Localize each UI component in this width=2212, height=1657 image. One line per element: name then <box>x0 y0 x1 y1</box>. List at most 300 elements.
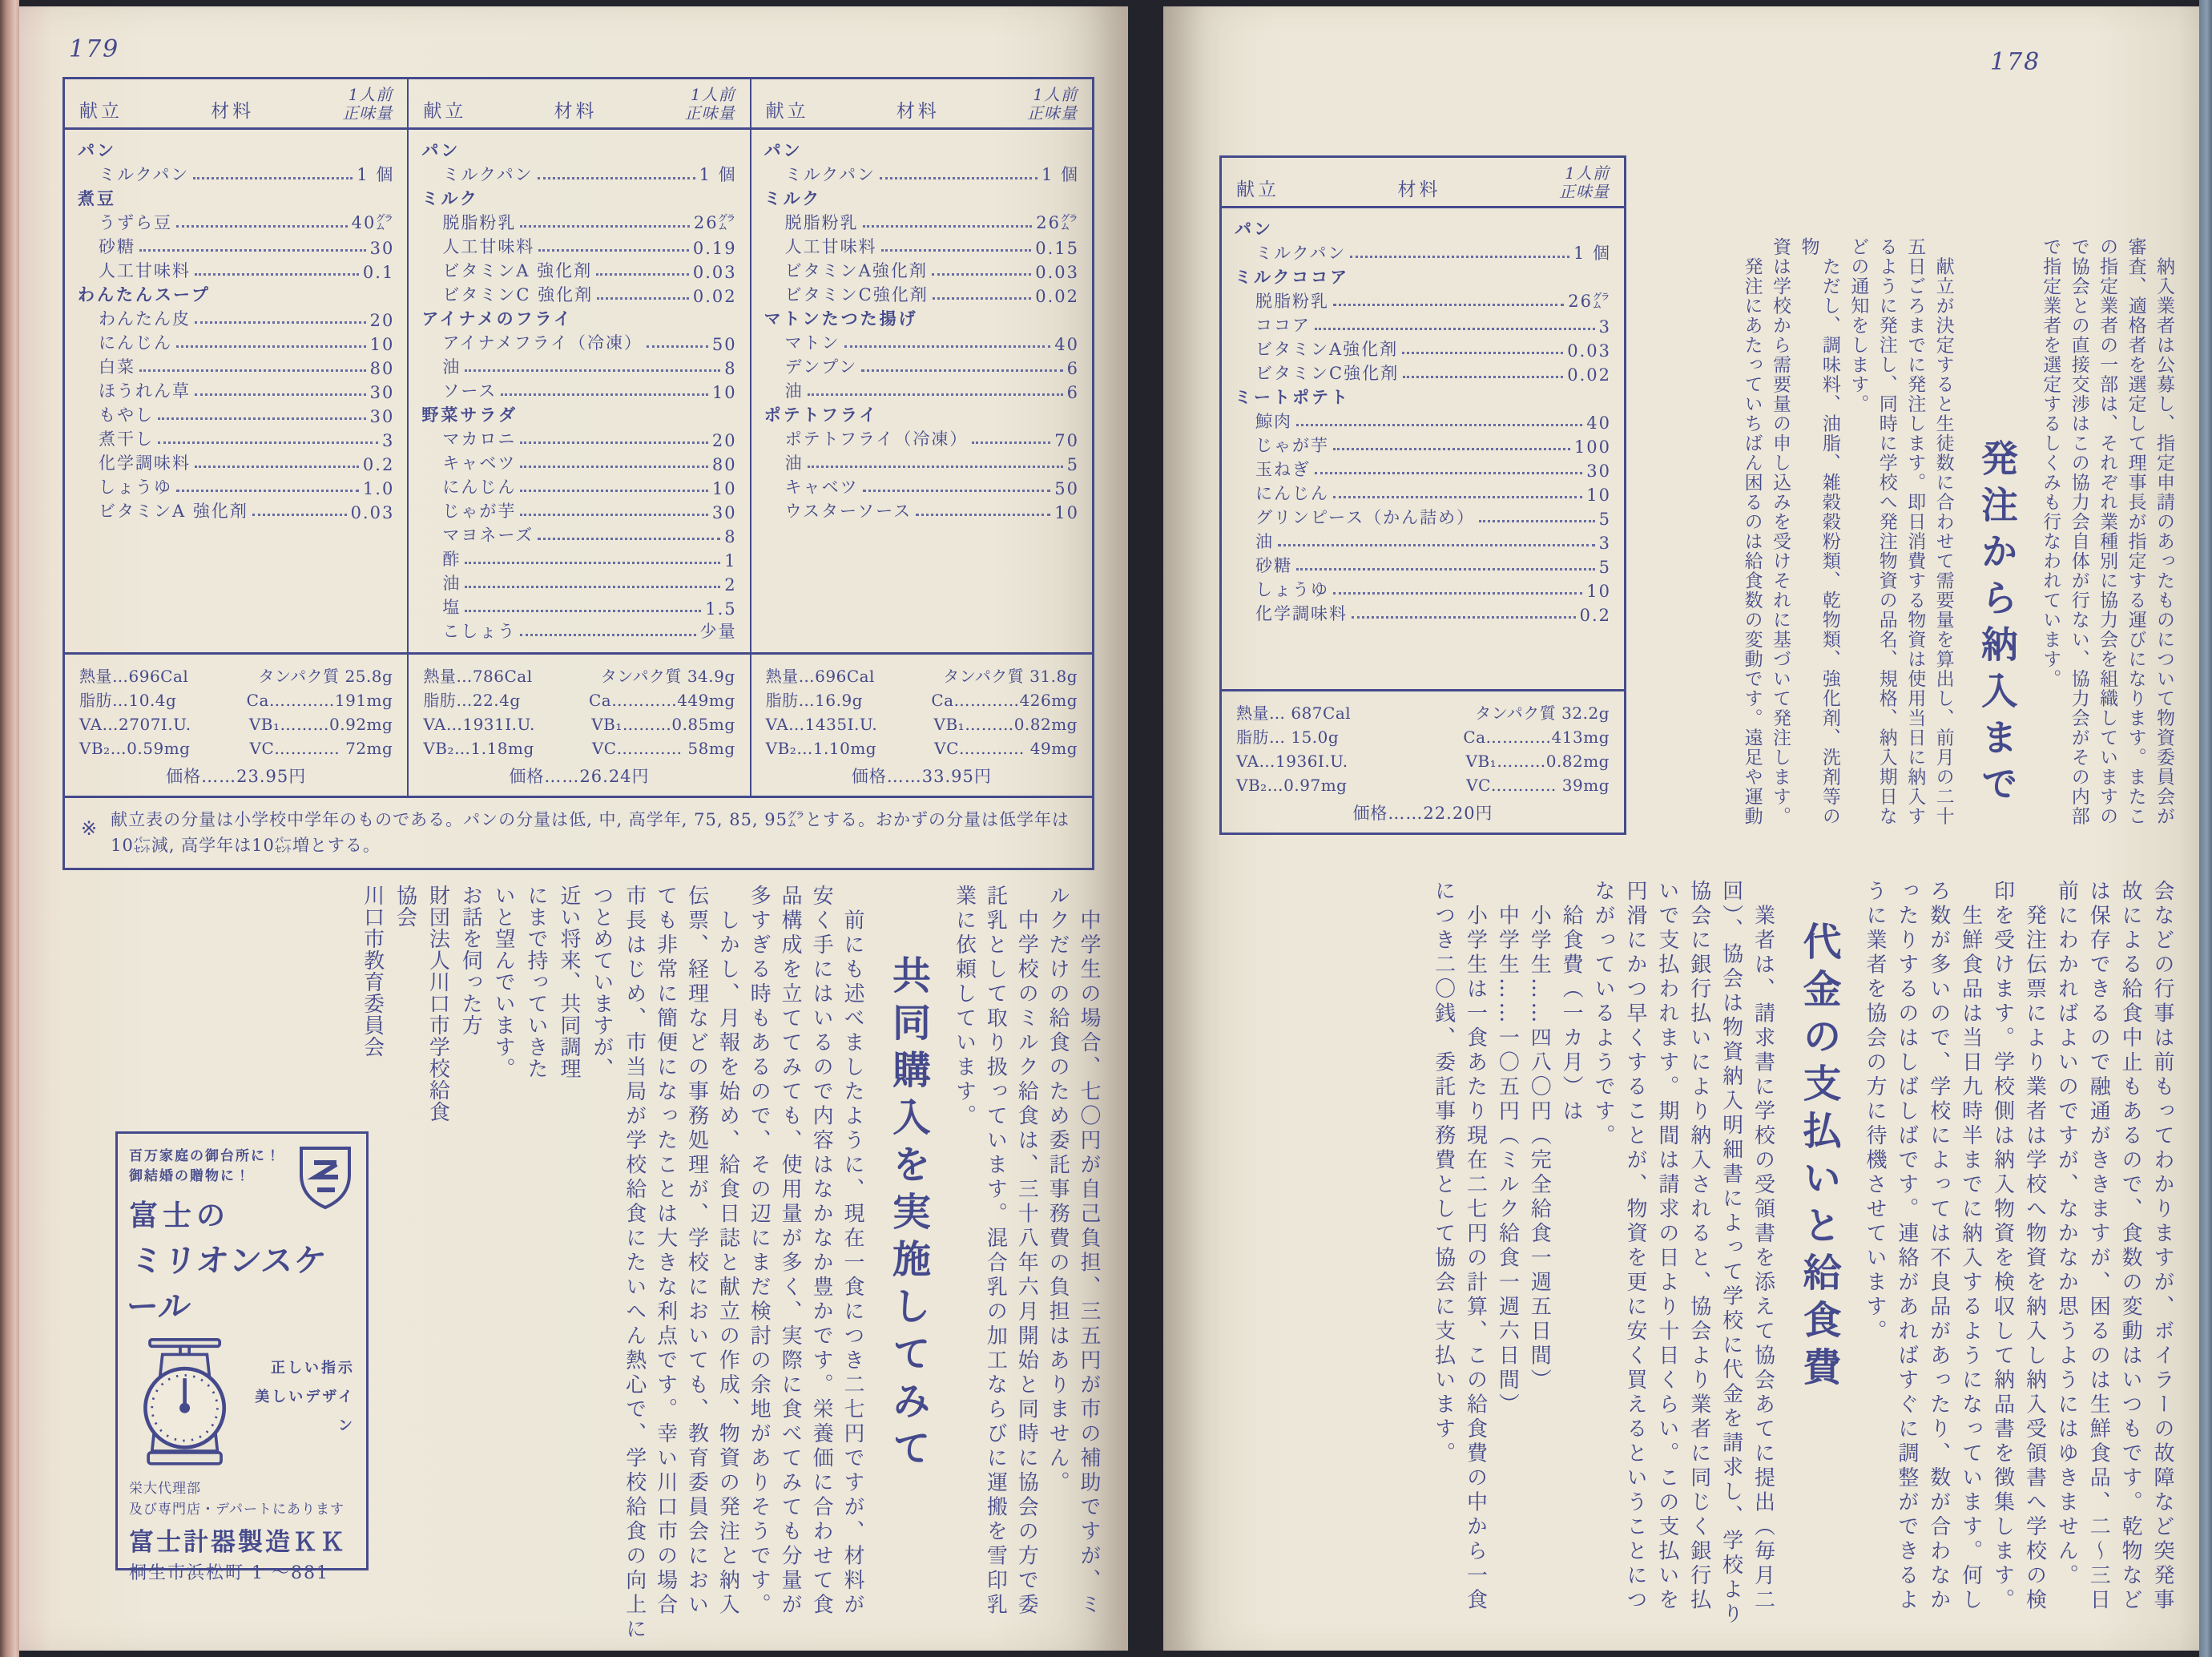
article-column: 発注にあたっていちばん困るのは給食数の変動です。遠足や運動 <box>1741 237 1763 826</box>
ingredient-label: じゃが芋 <box>1255 436 1329 455</box>
article-column: 会などの行事は前もってわかりますが、ボイラーの故障など突発事 <box>2150 880 2174 1613</box>
dot-leader <box>195 466 359 468</box>
dot-leader <box>195 321 366 324</box>
ingredient-amount: 70 <box>1054 431 1079 450</box>
dot-leader <box>520 634 695 636</box>
dot-leader <box>520 225 690 228</box>
ingredient-amount: 20 <box>711 431 737 450</box>
menu-table-3 <box>750 79 1092 796</box>
ingredient-amount: 30 <box>1586 462 1611 481</box>
ingredient-label: キャベツ <box>442 454 517 473</box>
article-column: は保存できるので融通がききますが、困るのは生鮮食品、二〜三日 <box>2086 880 2111 1613</box>
ingredient-label: ほうれん草 <box>99 381 191 401</box>
ingredient-label: 人工甘味料 <box>442 237 535 256</box>
menu-row <box>1235 337 1611 361</box>
ingredient-label: 煮干し <box>99 429 154 449</box>
menu-row <box>421 450 736 474</box>
article-column: 品構成を立ててみても、使用量が多く、実際に食べてみても分量が <box>778 885 803 1618</box>
left-article-band <box>42 885 1107 1647</box>
menu-row <box>764 234 1079 258</box>
ingredient-amount: 1 <box>724 551 737 570</box>
menu-table-header <box>1222 158 1624 208</box>
article-column: 五日ごろまでに発注します。即日消費する物資は使用当日に納入す <box>1904 237 1926 826</box>
ingredient-amount: 1 個 <box>357 165 395 184</box>
ingredient-amount: 100 <box>1573 437 1611 457</box>
ingredient-amount: 20 <box>369 311 395 330</box>
ingredient-amount: 8 <box>724 527 737 546</box>
dot-leader <box>916 514 1050 516</box>
fuji-shield-logo-icon <box>296 1143 355 1214</box>
menu-row <box>421 474 736 498</box>
dot-leader <box>252 514 347 516</box>
menu-row <box>1235 529 1611 553</box>
ingredient-label: ウスターソース <box>784 502 913 521</box>
ingredient-amount: 3 <box>1598 317 1611 337</box>
ingredient-label: 煮豆 <box>78 188 116 208</box>
dot-leader <box>520 514 708 516</box>
ingredient-label: ビタミンC強化剤 <box>784 285 929 304</box>
column-header-amount: 1人前 正味量 <box>1559 163 1610 201</box>
ingredient-label: ビタミンA強化剤 <box>784 261 928 280</box>
column-header-menu: 献立 <box>423 101 467 122</box>
ingredient-amount: 30 <box>369 239 395 258</box>
ingredient-amount: 26㌘ <box>1568 292 1611 311</box>
article-column: 印を受けます。学校側は納入物資を検収して納品書を徴集します。 <box>1990 880 2015 1613</box>
article-column: 故による給食中止もあるので、食数の変動はいつもです。乾物など <box>2118 880 2143 1613</box>
price-line: 価格……23.95円 <box>166 767 307 786</box>
ingredient-amount: 40 <box>1586 413 1611 433</box>
menu-row <box>1235 601 1611 625</box>
nutrition-line: VA…2707I.U. VB₁………0.92mg <box>79 715 393 734</box>
ad-brand-line1: 富士の <box>129 1199 231 1232</box>
dot-leader <box>932 273 1031 276</box>
nutrition-line: 脂肪… 15.0g Ca…………413mg <box>1236 728 1610 747</box>
menu-row <box>421 619 736 643</box>
menu-items <box>751 130 1092 652</box>
ingredient-amount: 2 <box>724 575 737 595</box>
menu-row <box>421 258 736 282</box>
dot-leader <box>538 249 689 252</box>
dot-leader <box>1333 592 1582 595</box>
dot-leader <box>1333 448 1570 450</box>
ingredient-label: 砂糖 <box>1255 556 1292 575</box>
ingredient-amount: 80 <box>711 455 737 474</box>
ingredient-label: 人工甘味料 <box>99 261 191 280</box>
nutrition-summary <box>751 652 1092 796</box>
column-header-material: 材料 <box>1397 179 1441 200</box>
menu-row <box>764 354 1079 378</box>
ingredient-label: デンプン <box>784 357 858 377</box>
menu-tables-box <box>62 77 1094 870</box>
column-header-menu: 献立 <box>79 101 123 122</box>
menu-row <box>421 306 736 330</box>
ingredient-label: ミルクパン <box>1255 244 1347 263</box>
ingredient-label: こしょう <box>442 622 517 641</box>
ingredient-amount: 1.5 <box>705 599 737 619</box>
nutrition-line: 脂肪…16.9g Ca…………426mg <box>765 691 1078 710</box>
ingredient-label: にんじん <box>442 478 517 497</box>
ingredient-amount: 0.02 <box>1035 287 1079 306</box>
ingredient-amount: 5 <box>1598 558 1611 577</box>
price-line: 価格……22.20円 <box>1352 804 1493 823</box>
ingredient-label: 油 <box>442 357 461 377</box>
kitchen-scale-illustration <box>129 1332 240 1489</box>
ingredient-amount: 0.15 <box>1035 239 1079 258</box>
article-column: ったりするのはしばしばです。連絡があればすぐに調整ができるよ <box>1894 880 1919 1613</box>
ingredient-amount: 0.02 <box>1567 365 1611 385</box>
ingredient-label: マカロニ <box>442 429 517 449</box>
article-credits <box>360 885 613 1131</box>
ingredient-label: ビタミンA強化剤 <box>1255 340 1399 359</box>
menu-row <box>421 522 736 546</box>
dot-leader <box>933 297 1032 300</box>
menu-row <box>78 282 394 306</box>
menu-row <box>78 474 394 498</box>
article-column: 生鮮食品は当日九時半までに納入するようになっています。何し <box>1958 880 1983 1613</box>
dot-leader <box>1403 376 1563 378</box>
ingredient-amount: 3 <box>1598 534 1611 553</box>
column-header-material: 材料 <box>554 101 598 122</box>
article-column: 財団法人川口市学校給食 <box>425 885 450 1123</box>
menu-row <box>764 330 1079 354</box>
article-column: 中学生……一〇五円（ミルク給食一週六日間） <box>1495 880 1520 1417</box>
menu-row <box>421 162 736 186</box>
menu-items <box>65 130 407 652</box>
ingredient-label: 鯨肉 <box>1255 412 1292 431</box>
ingredient-label: 脱脂粉乳 <box>442 213 517 232</box>
ingredient-label: 油 <box>442 574 461 593</box>
menu-row <box>421 234 736 258</box>
ingredient-label: ソース <box>442 381 498 401</box>
ingredient-label: わんたん皮 <box>99 309 191 329</box>
ingredient-amount: 0.03 <box>692 263 737 282</box>
menu-row <box>78 306 394 330</box>
nutrition-line: 脂肪…22.4g Ca…………449mg <box>423 691 735 710</box>
dot-leader <box>158 417 366 420</box>
ingredient-label: グリンピース（かん詰め） <box>1255 508 1476 527</box>
nutrition-line: VB₂…0.59mg VC………… 72mg <box>79 739 393 758</box>
article-paragraphs <box>622 885 864 1647</box>
ingredient-amount: 5 <box>1598 510 1611 529</box>
article-column: の指定業者の一部は、それぞれ業種別に協力会を組織していますの <box>2097 237 2118 826</box>
dot-leader <box>538 177 695 179</box>
dot-leader <box>881 249 1032 252</box>
menu-row <box>764 426 1079 450</box>
footnote-text: 献立表の分量は小学校中学年のものである。パンの分量は低, 中, 高学年, 75, 85, 95㌘とする。おかずの分量は低学年は10㌫減, 高学年は10㌫増とする。 <box>111 810 1070 855</box>
column-header-material: 材料 <box>211 101 255 122</box>
ingredient-label: にんじん <box>1255 484 1329 503</box>
article-column: 前にも述べましたように、現在一食につき二七円ですが、材料が <box>840 885 864 1618</box>
menu-row <box>764 498 1079 522</box>
dot-leader <box>647 345 708 348</box>
menu-row <box>421 498 736 522</box>
article-paragraphs <box>2040 237 2174 837</box>
menu-row <box>78 378 394 402</box>
menu-row <box>421 402 736 426</box>
ingredient-label: アイナメのフライ <box>421 308 573 329</box>
article-column: 協会 <box>393 885 417 928</box>
menu-row <box>764 162 1079 186</box>
menu-table-header <box>65 79 407 130</box>
ingredient-label: 油 <box>784 454 804 473</box>
ingredient-amount: 8 <box>724 359 737 378</box>
ingredient-label: アイナメフライ（冷凍） <box>442 333 643 353</box>
menu-row <box>78 234 394 258</box>
dot-leader <box>465 586 720 588</box>
menu-row <box>764 210 1079 234</box>
menu-table-header <box>751 79 1092 130</box>
ingredient-label: パン <box>764 140 803 160</box>
menu-row <box>1235 385 1611 409</box>
ad-slogan: 百万家庭の御台所に！ 御結婚の贈物に！ <box>129 1148 281 1184</box>
nutrition-line: VB₂…1.10mg VC………… 49mg <box>765 739 1078 758</box>
ingredient-amount: 0.19 <box>692 239 737 258</box>
menu-row <box>421 570 736 595</box>
dot-leader <box>1278 544 1595 546</box>
article-column: ても非常に簡便になったことは大きな利点です。幸い川口市の場合 <box>653 885 678 1618</box>
article-column: 業に依頼しています。 <box>952 885 977 1129</box>
nutrition-line: VB₂…1.18mg VC………… 58mg <box>423 739 735 758</box>
dot-leader <box>465 369 720 372</box>
article-column: しかし、月報を始め、給食日誌と献立の作成、物資の発注と納入 <box>715 885 740 1618</box>
ingredient-label: ビタミンC 強化剤 <box>442 285 594 304</box>
ingredient-amount: 10 <box>711 383 737 402</box>
menu-row <box>1235 361 1611 385</box>
ingredient-label: ビタミンA 強化剤 <box>442 261 593 280</box>
menu-row <box>421 426 736 450</box>
dot-leader <box>1479 520 1595 522</box>
nutrition-line: VA…1435I.U. VB₁………0.82mg <box>765 715 1078 734</box>
menu-row <box>764 402 1079 426</box>
column-header-amount: 1人前 正味量 <box>342 85 393 123</box>
menu-row <box>764 306 1079 330</box>
article-column: 円滑にかつ早くすることが、物資を更に安く買えるということにつ <box>1622 880 1647 1613</box>
menu-row <box>764 138 1079 162</box>
dot-leader <box>520 466 708 468</box>
dot-leader <box>1350 256 1569 258</box>
ingredient-amount: 0.03 <box>350 503 395 522</box>
ingredient-amount: 0.03 <box>1035 263 1079 282</box>
menu-row <box>421 546 736 570</box>
article-column: 川口市教育委員会 <box>360 885 385 1058</box>
right-page <box>1163 6 2199 1651</box>
ingredient-amount: 0.2 <box>362 455 395 474</box>
ingredient-label: 酢 <box>442 550 461 569</box>
ingredient-label: ミルクパン <box>442 165 534 184</box>
menu-row <box>1235 577 1611 601</box>
ingredient-amount: 1 個 <box>699 165 737 184</box>
menu-row <box>421 186 736 210</box>
menu-row <box>1235 312 1611 337</box>
ad-company-name: 富士計器製造ＫＫ <box>129 1528 347 1557</box>
article-paragraphs <box>1431 880 1775 1647</box>
dot-leader <box>808 466 1063 468</box>
article-column: 中学校のミルク給食は、三十八年六月開始と同時に協会の方で委 <box>1014 885 1039 1618</box>
column-header-menu: 献立 <box>1236 179 1279 200</box>
dot-leader <box>972 441 1050 444</box>
article-column: 納入業者は公募し、指定申請のあったものについて物資委員会が <box>2154 237 2174 826</box>
book-page-edges <box>0 0 19 1657</box>
column-header-amount: 1人前 正味量 <box>684 85 735 123</box>
ingredient-amount: 26㌘ <box>1036 213 1079 232</box>
nutrition-line: 熱量… 687Cal タンパク質 32.2g <box>1236 704 1610 723</box>
dot-leader <box>880 177 1038 179</box>
dot-leader <box>1315 328 1595 330</box>
ingredient-label: じゃが芋 <box>442 502 517 521</box>
ingredient-label: 油 <box>784 381 804 401</box>
menu-row <box>1235 264 1611 288</box>
menu-row <box>421 282 736 306</box>
ingredient-label: 白菜 <box>99 357 135 377</box>
dot-leader <box>1315 472 1582 474</box>
menu-row <box>78 210 394 234</box>
article-column: ろ数が多いので、学校によっては不良品があったり、数が合わなか <box>1926 880 1951 1613</box>
ingredient-amount: 3 <box>381 431 395 450</box>
nutrition-summary <box>1222 689 1624 833</box>
footnote-mark: ※ <box>81 817 99 840</box>
column-header-amount: 1人前 正味量 <box>1027 85 1078 123</box>
ingredient-amount: 6 <box>1066 383 1079 402</box>
menu-row <box>1235 553 1611 577</box>
ingredient-label: 人工甘味料 <box>784 237 877 256</box>
menu-row <box>764 450 1079 474</box>
dot-leader <box>465 610 701 612</box>
article-column: 献立が決定すると生徒数に合わせて需要量を算出し、前月の二十 <box>1932 237 1954 826</box>
ingredient-label: ビタミンA 強化剤 <box>99 502 248 521</box>
ingredient-label: しょうゆ <box>99 478 172 497</box>
menu-table-4 <box>1222 158 1624 833</box>
dot-leader <box>501 393 708 396</box>
menu-row <box>78 498 394 522</box>
ingredient-label: キャベツ <box>784 478 859 497</box>
nutrition-line: 熱量…696Cal タンパク質 25.8g <box>79 667 393 686</box>
article-column: 託乳として取り扱っています。混合乳の加工ならびに運搬を雪印乳 <box>983 885 1008 1618</box>
dot-leader <box>193 177 353 179</box>
menu-row <box>764 258 1079 282</box>
menu-table-header <box>409 79 749 130</box>
article-column: ルクだけの給食のため委託事務費の負担はありません。 <box>1046 885 1070 1496</box>
dot-leader <box>1352 616 1576 619</box>
ingredient-amount: 10 <box>369 335 395 354</box>
menu-row <box>1235 457 1611 481</box>
article-column: 中学生の場合、七〇円が自己負担、三五円が市の補助ですが、ミ <box>1077 885 1101 1618</box>
menu-row <box>1235 409 1611 433</box>
dot-leader <box>176 345 366 348</box>
menu-row <box>764 378 1079 402</box>
menu-row <box>421 330 736 354</box>
menu-row <box>764 474 1079 498</box>
dot-leader <box>465 562 720 564</box>
menu-row <box>78 426 394 450</box>
menu-row <box>78 402 394 426</box>
dot-leader <box>596 273 689 276</box>
nutrition-summary <box>65 652 407 796</box>
ingredient-label: 化学調味料 <box>1255 604 1348 623</box>
ingredient-label: しょうゆ <box>1255 580 1329 599</box>
ingredient-amount: 30 <box>711 503 737 522</box>
page-number: 179 <box>69 35 120 63</box>
ingredient-label: 砂糖 <box>99 237 135 256</box>
article-column: 給食費（一カ月）は <box>1559 880 1584 1124</box>
ingredient-label: うずら豆 <box>99 213 172 232</box>
article-paragraphs <box>1862 880 2174 1647</box>
article-column: 回）、協会は物資納入明細書によって学校に代金を請求し、学校より <box>1718 880 1743 1627</box>
ingredient-label: ポテトフライ <box>764 405 879 425</box>
ingredient-amount: 10 <box>1586 486 1611 505</box>
dot-leader <box>1296 424 1582 426</box>
menu-row <box>78 450 394 474</box>
article-column: つとめていますが、 <box>589 885 614 1079</box>
article-column: 発注伝票により業者は学校へ物資を納入し納入受領書へ学校の検 <box>2022 880 2047 1613</box>
ingredient-amount: 10 <box>1586 582 1611 601</box>
right-article-band-bottom <box>1174 880 2182 1647</box>
dot-leader <box>844 345 1051 348</box>
ingredient-label: ミルクパン <box>784 165 876 184</box>
article-column: 小学生は一食あたり現在二七円の計算、この給食費の中から一食 <box>1463 880 1488 1613</box>
article-column: 安く手にはいるので内容はなかなか豊かです。栄養価に合わせて食 <box>809 885 834 1618</box>
dot-leader <box>139 369 366 372</box>
section-heading-ordering: 発注から納入まで <box>1975 439 2019 811</box>
article-column: 審査、適格者を選定して理事長が指定する運びになります。またこ <box>2125 237 2146 826</box>
right-article-band-top <box>1734 237 2182 837</box>
dot-leader <box>808 393 1063 396</box>
ingredient-amount: 5 <box>1066 455 1079 474</box>
menu-row <box>764 282 1079 306</box>
menu-items <box>409 130 749 652</box>
ingredient-amount: 40㌘ <box>351 213 395 232</box>
article-column: いと望んでいます。 <box>491 885 516 1079</box>
ingredient-amount: 30 <box>369 407 395 426</box>
column-header-material: 材料 <box>896 101 940 122</box>
ingredient-label: ミルクパン <box>99 165 190 184</box>
nutrition-line: 脂肪…10.4g Ca…………191mg <box>79 691 393 710</box>
ingredient-label: パン <box>78 140 116 160</box>
dot-leader <box>520 490 708 492</box>
article-column: 資は学校から需要量の申し込みを受けそれに基づいて発注します。 <box>1770 237 1791 826</box>
article-column: で協会との直接交渉はこの協力会自体が行ない、協力会がその内部 <box>2068 237 2089 826</box>
article-column: 協会に銀行払いにより納入されると、協会より業者に同じく銀行払 <box>1686 880 1711 1613</box>
fuji-scale-ad-box <box>115 1131 369 1583</box>
article-column: どの通知をします。 <box>1847 237 1869 414</box>
ingredient-label: 野菜サラダ <box>421 405 518 425</box>
article-column: いで支払われます。期間は請求の日より十日くらい。この支払いを <box>1654 880 1679 1613</box>
menu-row <box>1235 481 1611 505</box>
article-column: お話を伺った方 <box>458 885 483 1036</box>
ad-brand-line2: ミリオンスケール <box>124 1242 329 1325</box>
nutrition-line: 熱量…786Cal タンパク質 34.9g <box>423 667 735 686</box>
nutrition-line: VA…1936I.U. VB₁………0.82mg <box>1236 752 1610 771</box>
ingredient-label: パン <box>1235 219 1273 239</box>
menu-row <box>764 186 1079 210</box>
ingredient-label: ミルク <box>421 188 479 208</box>
ingredient-amount: 30 <box>369 383 395 402</box>
dot-leader <box>195 393 366 396</box>
ingredient-label: 玉ねぎ <box>1255 460 1311 479</box>
ingredient-label: ポテトフライ（冷凍） <box>784 429 969 449</box>
menu-row <box>421 354 736 378</box>
nutrition-line: 熱量…696Cal タンパク質 31.8g <box>765 667 1078 686</box>
menu-row <box>78 330 394 354</box>
ingredient-label: ココア <box>1255 316 1311 335</box>
ingredient-label: マトン <box>784 333 840 353</box>
menu-row <box>1235 433 1611 457</box>
menu-table-box-right <box>1219 155 1626 835</box>
nutrition-line: VA…1931I.U. VB₁………0.85mg <box>423 715 735 734</box>
dot-leader <box>1296 568 1595 570</box>
ingredient-label: ミートポテト <box>1235 387 1350 407</box>
menu-row <box>78 354 394 378</box>
ingredient-amount: 10 <box>711 479 737 498</box>
